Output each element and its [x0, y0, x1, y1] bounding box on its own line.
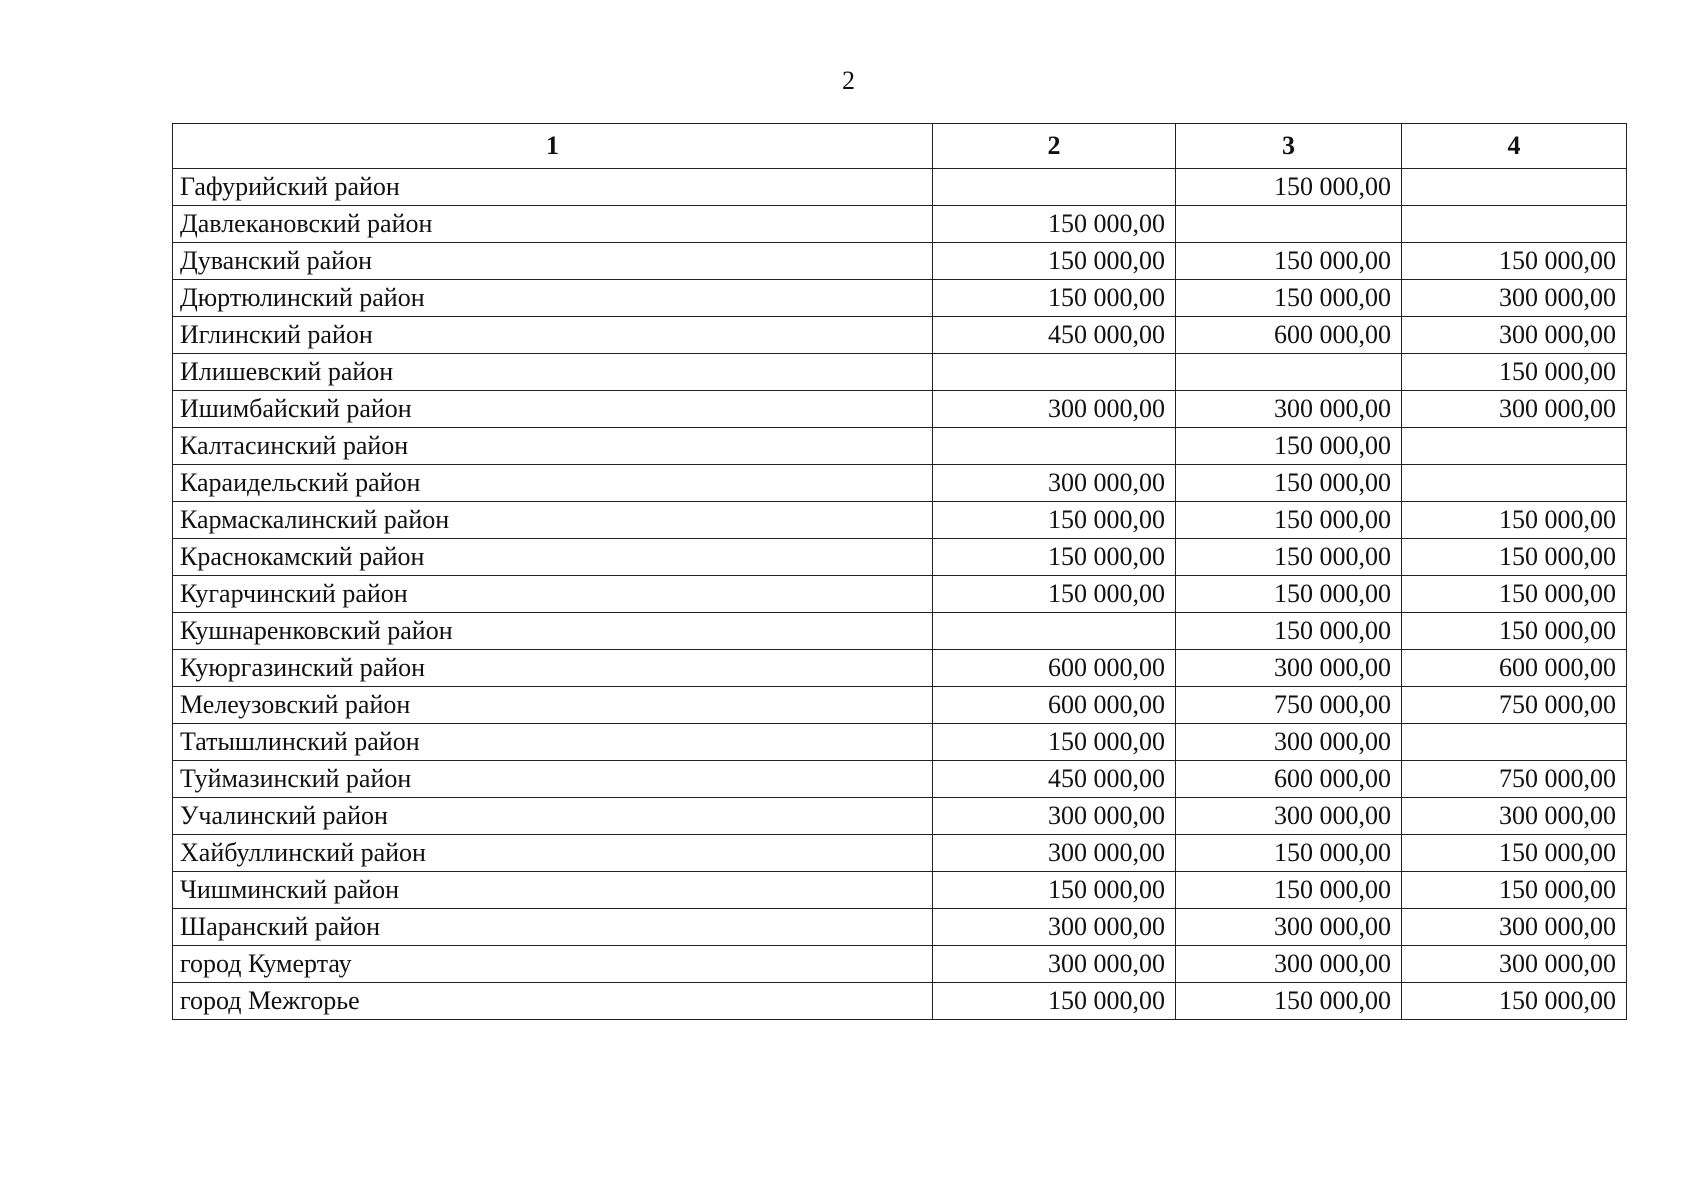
column-header-2: 2: [933, 124, 1176, 169]
column-2-value-cell: 300 000,00: [933, 909, 1176, 946]
table-row: [173, 835, 1627, 872]
table-row: [173, 872, 1627, 909]
column-4-value-cell: 300 000,00: [1402, 909, 1627, 946]
column-4-value-cell: 150 000,00: [1402, 576, 1627, 613]
district-name-cell: Кармаскалинский район: [173, 502, 933, 539]
column-4-value-cell: 150 000,00: [1402, 539, 1627, 576]
column-2-value-cell: 150 000,00: [933, 243, 1176, 280]
district-name-cell: город Кумертау: [173, 946, 933, 983]
column-3-value-cell: 300 000,00: [1176, 909, 1402, 946]
column-2-value-cell: 600 000,00: [933, 687, 1176, 724]
column-4-value-cell: 150 000,00: [1402, 354, 1627, 391]
column-3-value-cell: 150 000,00: [1176, 502, 1402, 539]
column-3-value-cell: 300 000,00: [1176, 946, 1402, 983]
column-4-value-cell: 150 000,00: [1402, 872, 1627, 909]
column-2-value-cell: 450 000,00: [933, 761, 1176, 798]
district-name-cell: Илишевский район: [173, 354, 933, 391]
column-3-value-cell: [1176, 354, 1402, 391]
column-2-value-cell: 150 000,00: [933, 502, 1176, 539]
header-row: [173, 124, 1627, 169]
column-4-value-cell: 300 000,00: [1402, 391, 1627, 428]
column-4-value-cell: [1402, 465, 1627, 502]
district-name-cell: Краснокамский район: [173, 539, 933, 576]
column-3-value-cell: 150 000,00: [1176, 835, 1402, 872]
column-3-value-cell: 300 000,00: [1176, 650, 1402, 687]
table-row: [173, 798, 1627, 835]
district-name-cell: Дюртюлинский район: [173, 280, 933, 317]
table-body: [173, 169, 1627, 1020]
district-name-cell: Караидельский район: [173, 465, 933, 502]
table-row: [173, 169, 1627, 206]
column-2-value-cell: 300 000,00: [933, 835, 1176, 872]
table-row: [173, 539, 1627, 576]
column-3-value-cell: 600 000,00: [1176, 761, 1402, 798]
column-3-value-cell: 150 000,00: [1176, 280, 1402, 317]
column-4-value-cell: 300 000,00: [1402, 317, 1627, 354]
table-row: [173, 983, 1627, 1020]
table-row: [173, 576, 1627, 613]
column-header-3: 3: [1176, 124, 1402, 169]
column-2-value-cell: [933, 169, 1176, 206]
column-3-value-cell: 300 000,00: [1176, 724, 1402, 761]
column-3-value-cell: 150 000,00: [1176, 243, 1402, 280]
district-name-cell: Шаранский район: [173, 909, 933, 946]
column-3-value-cell: 600 000,00: [1176, 317, 1402, 354]
district-name-cell: Калтасинский район: [173, 428, 933, 465]
column-4-value-cell: 150 000,00: [1402, 243, 1627, 280]
allocation-table: [172, 123, 1627, 1020]
table-row: [173, 428, 1627, 465]
table-row: [173, 465, 1627, 502]
page-number: 2: [842, 66, 855, 95]
district-name-cell: Кушнаренковский район: [173, 613, 933, 650]
column-2-value-cell: 450 000,00: [933, 317, 1176, 354]
table-row: [173, 909, 1627, 946]
table-row: [173, 724, 1627, 761]
column-2-value-cell: 150 000,00: [933, 280, 1176, 317]
table-row: [173, 613, 1627, 650]
column-4-value-cell: 750 000,00: [1402, 687, 1627, 724]
table-row: [173, 687, 1627, 724]
column-2-value-cell: 300 000,00: [933, 465, 1176, 502]
district-name-cell: Учалинский район: [173, 798, 933, 835]
table-row: [173, 391, 1627, 428]
column-2-value-cell: 300 000,00: [933, 946, 1176, 983]
table-row: [173, 206, 1627, 243]
district-name-cell: Хайбуллинский район: [173, 835, 933, 872]
column-2-value-cell: [933, 428, 1176, 465]
column-2-value-cell: 150 000,00: [933, 983, 1176, 1020]
column-header-1: 1: [173, 124, 933, 169]
column-4-value-cell: 300 000,00: [1402, 798, 1627, 835]
column-3-value-cell: 150 000,00: [1176, 872, 1402, 909]
district-name-cell: Туймазинский район: [173, 761, 933, 798]
district-name-cell: Мелеузовский район: [173, 687, 933, 724]
column-2-value-cell: [933, 613, 1176, 650]
column-3-value-cell: 750 000,00: [1176, 687, 1402, 724]
district-name-cell: Ишимбайский район: [173, 391, 933, 428]
column-4-value-cell: 300 000,00: [1402, 946, 1627, 983]
column-4-value-cell: [1402, 169, 1627, 206]
column-2-value-cell: [933, 354, 1176, 391]
table-row: [173, 946, 1627, 983]
column-3-value-cell: [1176, 206, 1402, 243]
district-name-cell: Куюргазинский район: [173, 650, 933, 687]
column-3-value-cell: 150 000,00: [1176, 169, 1402, 206]
column-header-4: 4: [1402, 124, 1627, 169]
column-3-value-cell: 150 000,00: [1176, 983, 1402, 1020]
district-name-cell: Чишминский район: [173, 872, 933, 909]
column-3-value-cell: 150 000,00: [1176, 576, 1402, 613]
column-2-value-cell: 150 000,00: [933, 206, 1176, 243]
district-name-cell: Гафурийский район: [173, 169, 933, 206]
table-row: [173, 502, 1627, 539]
table-row: [173, 761, 1627, 798]
column-4-value-cell: 300 000,00: [1402, 280, 1627, 317]
column-4-value-cell: [1402, 206, 1627, 243]
column-3-value-cell: 300 000,00: [1176, 798, 1402, 835]
table-row: [173, 317, 1627, 354]
column-4-value-cell: 150 000,00: [1402, 502, 1627, 539]
column-4-value-cell: 150 000,00: [1402, 983, 1627, 1020]
table-row: [173, 280, 1627, 317]
district-name-cell: Татышлинский район: [173, 724, 933, 761]
column-4-value-cell: [1402, 724, 1627, 761]
district-name-cell: Давлекановский район: [173, 206, 933, 243]
table-row: [173, 354, 1627, 391]
table-row: [173, 243, 1627, 280]
column-4-value-cell: 600 000,00: [1402, 650, 1627, 687]
column-4-value-cell: 150 000,00: [1402, 613, 1627, 650]
column-3-value-cell: 150 000,00: [1176, 428, 1402, 465]
column-4-value-cell: 750 000,00: [1402, 761, 1627, 798]
column-4-value-cell: 150 000,00: [1402, 835, 1627, 872]
column-3-value-cell: 150 000,00: [1176, 539, 1402, 576]
column-3-value-cell: 300 000,00: [1176, 391, 1402, 428]
column-2-value-cell: 150 000,00: [933, 724, 1176, 761]
column-2-value-cell: 600 000,00: [933, 650, 1176, 687]
column-3-value-cell: 150 000,00: [1176, 465, 1402, 502]
column-2-value-cell: 300 000,00: [933, 391, 1176, 428]
district-name-cell: Иглинский район: [173, 317, 933, 354]
district-name-cell: Кугарчинский район: [173, 576, 933, 613]
table-row: [173, 650, 1627, 687]
column-2-value-cell: 150 000,00: [933, 539, 1176, 576]
column-2-value-cell: 150 000,00: [933, 872, 1176, 909]
column-2-value-cell: 150 000,00: [933, 576, 1176, 613]
column-2-value-cell: 300 000,00: [933, 798, 1176, 835]
district-name-cell: Дуванский район: [173, 243, 933, 280]
column-3-value-cell: 150 000,00: [1176, 613, 1402, 650]
column-4-value-cell: [1402, 428, 1627, 465]
district-name-cell: город Межгорье: [173, 983, 933, 1020]
